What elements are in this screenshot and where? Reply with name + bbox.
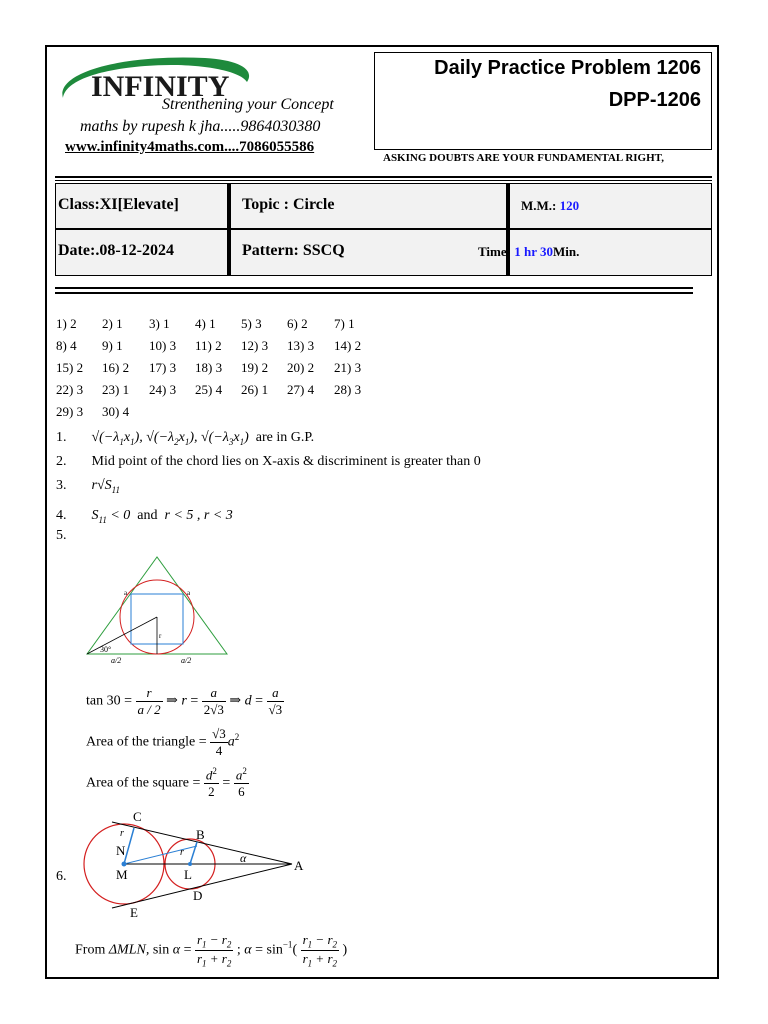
answer-item: 26) 1 bbox=[241, 382, 269, 397]
answer-item: 6) 2 bbox=[287, 316, 308, 331]
answer-item: 1) 2 bbox=[56, 316, 77, 331]
answer-item: 10) 3 bbox=[149, 338, 177, 353]
divider bbox=[55, 292, 693, 294]
class-label: Class:XI[Elevate] bbox=[58, 196, 179, 213]
info-table bbox=[55, 183, 712, 276]
svg-text:α: α bbox=[240, 851, 247, 865]
author-line: maths by rupesh k jha.....9864030380 bbox=[80, 118, 321, 135]
svg-text:D: D bbox=[193, 888, 203, 903]
answer-item: 7) 1 bbox=[334, 316, 355, 331]
solution-6: 6. bbox=[56, 869, 67, 884]
answer-item: 5) 3 bbox=[241, 316, 262, 331]
answer-item: 9) 1 bbox=[102, 338, 123, 353]
solution-2: 2. Mid point of the chord lies on X-axis & discriminent is greater than 0 bbox=[56, 454, 481, 469]
answer-item: 12) 3 bbox=[241, 338, 269, 353]
answer-item: 28) 3 bbox=[334, 382, 362, 397]
answer-item: 11) 2 bbox=[195, 338, 222, 353]
solution-4: 4. $S_{11} < 0$ and r < 5 , r < 3 bbox=[56, 508, 233, 525]
answer-item: 23) 1 bbox=[102, 382, 130, 397]
svg-text:M: M bbox=[116, 867, 128, 882]
answer-item: 30) 4 bbox=[102, 404, 130, 419]
answer-item: 18) 3 bbox=[195, 360, 223, 375]
area-square: Area of the square = $\frac{d^2}{2}$ = $\frac{a^2}{6}$ bbox=[86, 766, 247, 800]
website-link[interactable]: www.infinity4maths.com....7086055586 bbox=[65, 139, 315, 155]
svg-text:a: a bbox=[187, 589, 191, 597]
answer-item: 13) 3 bbox=[287, 338, 315, 353]
answer-item: 22) 3 bbox=[56, 382, 84, 397]
answer-item: 20) 2 bbox=[287, 360, 315, 375]
solution-1: 1. $√(-\lambda_1x_1)$, $√(-\lambda_2x_1)$, $√(-\lambda_3x_1)$ are in G.P. bbox=[56, 430, 315, 447]
tan30-equation: tan 30 = $\frac{r}{a / 2}$ ⇒ r = $\frac{a}{2√3}$ ⇒ d = $\frac{a}{√3}$ bbox=[86, 685, 283, 717]
sine-alpha-equation: From ΔMLN, sin α = $\frac{r_1 - r_2}{r_1 + r_2}$ ; $\alpha = \sin^{-1}$( $\frac{r_1 - r_2}{r_1 + r_2}$ ) bbox=[75, 932, 348, 969]
svg-text:a/2: a/2 bbox=[181, 656, 192, 665]
solution-3: 3. $r√S_{11}$ bbox=[56, 478, 120, 495]
svg-text:E: E bbox=[130, 905, 138, 920]
two-circles-figure bbox=[80, 808, 310, 922]
answer-item: 24) 3 bbox=[149, 382, 177, 397]
svg-text:r: r bbox=[180, 847, 184, 858]
svg-text:A: A bbox=[294, 858, 304, 873]
dpp-code: DPP-1206 bbox=[608, 89, 701, 111]
answer-item: 29) 3 bbox=[56, 404, 84, 419]
pattern-label: Pattern: SSCQ bbox=[242, 242, 345, 259]
answer-item: 25) 4 bbox=[195, 382, 223, 397]
motto: ASKING DOUBTS ARE YOUR FUNDAMENTAL RIGHT, bbox=[383, 152, 664, 164]
answer-item: 27) 4 bbox=[287, 382, 315, 397]
divider bbox=[506, 184, 510, 275]
svg-text:a/2: a/2 bbox=[111, 656, 122, 665]
divider bbox=[55, 176, 712, 178]
divider bbox=[56, 228, 711, 230]
divider bbox=[55, 287, 693, 289]
answer-item: 19) 2 bbox=[241, 360, 269, 375]
date-label: Date:.08-12-2024 bbox=[58, 242, 174, 259]
dpp-title-box bbox=[374, 52, 712, 150]
answer-item: 8) 4 bbox=[56, 338, 77, 353]
solution-5: 5. bbox=[56, 528, 67, 543]
answer-item: 14) 2 bbox=[334, 338, 362, 353]
topic-label: Topic : Circle bbox=[242, 196, 335, 213]
answer-item: 3) 1 bbox=[149, 316, 170, 331]
area-triangle: Area of the triangle = $\frac{√3}{4}$ $a^2$ bbox=[86, 726, 240, 758]
svg-text:C: C bbox=[133, 809, 142, 824]
svg-text:B: B bbox=[196, 827, 205, 842]
logo-text: INFINITY bbox=[91, 70, 230, 103]
tagline: Strenthening your Concept bbox=[162, 96, 334, 113]
answer-item: 16) 2 bbox=[102, 360, 130, 375]
svg-text:r: r bbox=[159, 632, 162, 640]
answer-item: 15) 2 bbox=[56, 360, 84, 375]
time-label: Time: 1 hr 30Min. bbox=[478, 244, 580, 259]
divider bbox=[55, 180, 712, 181]
svg-text:L: L bbox=[184, 867, 192, 882]
triangle-figure bbox=[84, 552, 234, 672]
svg-text:r: r bbox=[120, 828, 124, 839]
svg-text:a: a bbox=[124, 589, 128, 597]
svg-text:30°: 30° bbox=[100, 645, 112, 654]
svg-text:N: N bbox=[116, 843, 126, 858]
dpp-title: Daily Practice Problem 1206 bbox=[434, 57, 701, 79]
answer-item: 2) 1 bbox=[102, 316, 123, 331]
divider bbox=[227, 184, 231, 275]
answer-item: 4) 1 bbox=[195, 316, 216, 331]
max-marks: M.M.: 120 bbox=[521, 198, 580, 213]
answer-item: 21) 3 bbox=[334, 360, 362, 375]
answer-item: 17) 3 bbox=[149, 360, 177, 375]
